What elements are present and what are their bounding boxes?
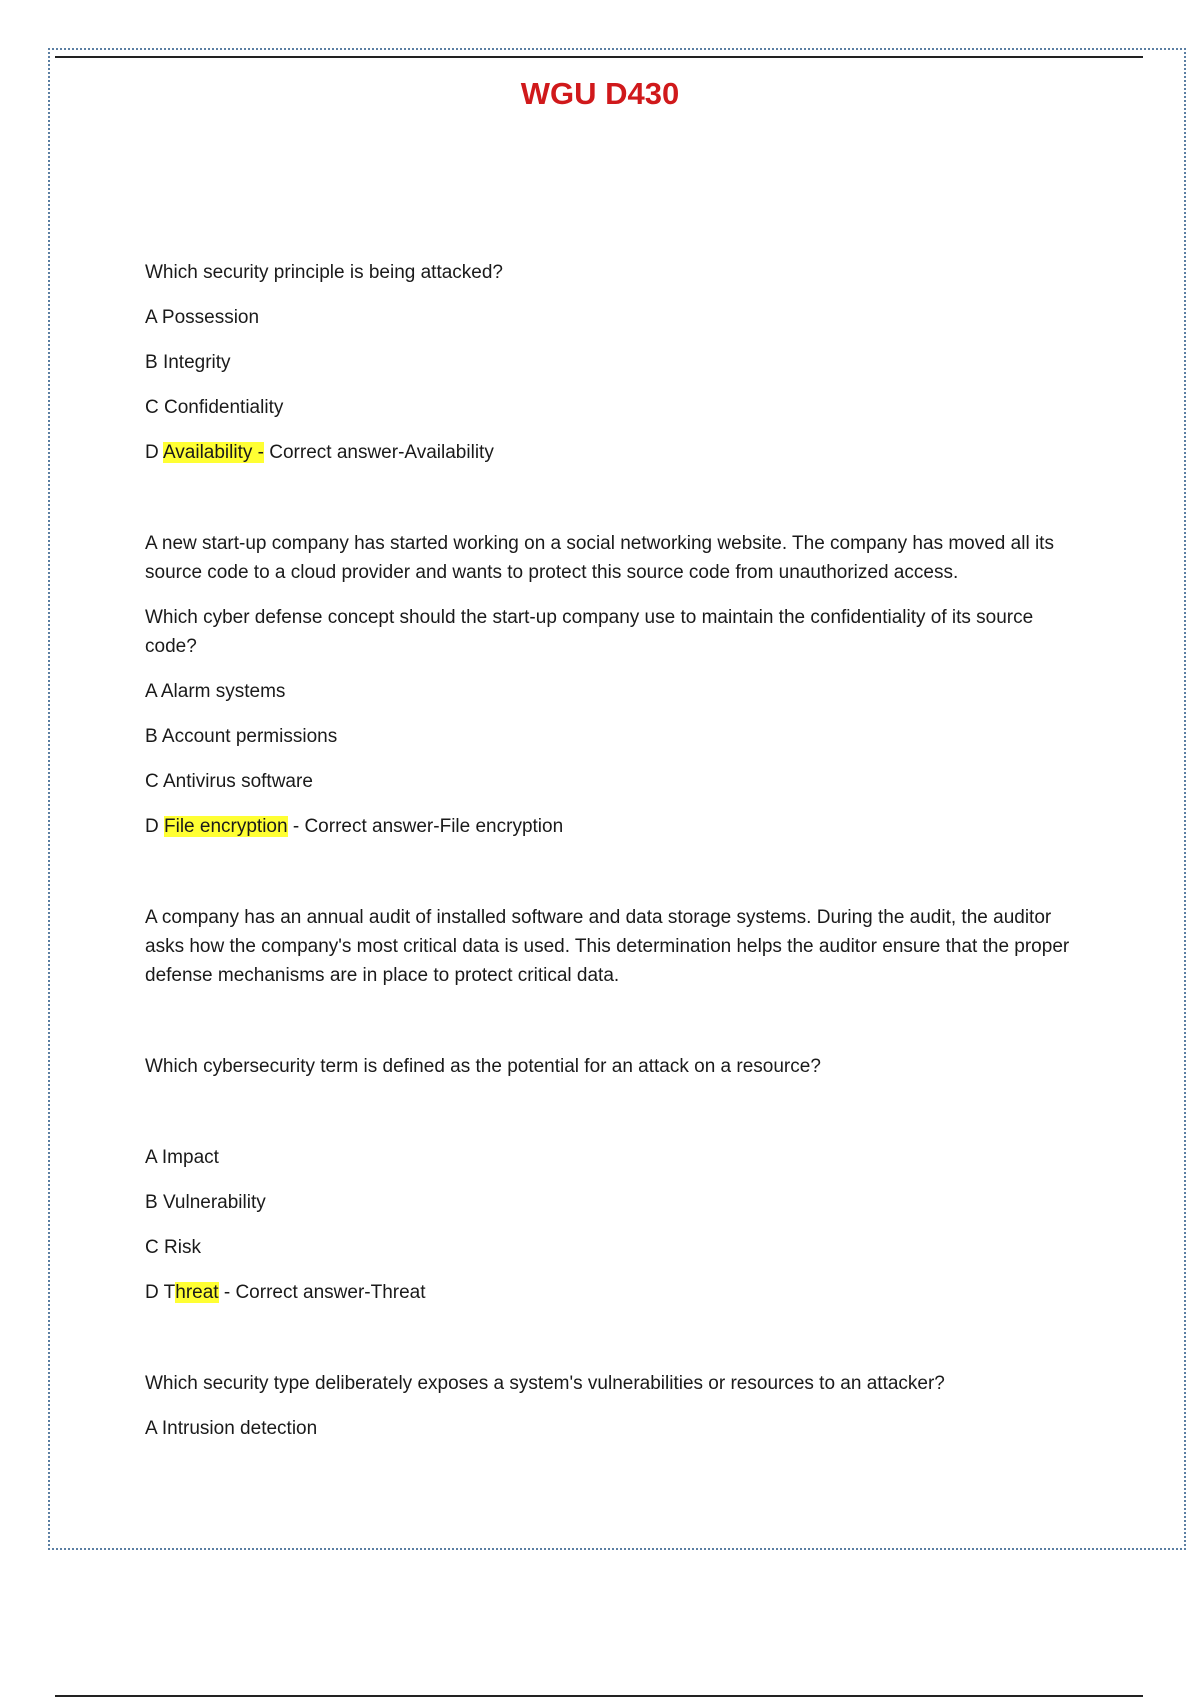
bottom-rule: [55, 1695, 1143, 1697]
correct-answer-note: Correct answer-Availability: [263, 442, 494, 463]
scenario-text: A new start-up company has started working on a social networking website. The company has moved all its source code to a cloud provider and wants to protect this source code from unauthorized access.: [145, 533, 1054, 583]
correct-answer-note: - Correct answer-File encryption: [287, 816, 564, 837]
answer-prefix: D: [145, 816, 164, 837]
question-text: Which security type deliberately exposes a system's vulnerabilities or resources to an attacker?: [145, 1373, 945, 1394]
spacer: [145, 857, 1075, 903]
option-a: A Impact: [145, 1147, 219, 1168]
spacer: [145, 1097, 1075, 1143]
question-4: [145, 1369, 1075, 1443]
scenario-text: A company has an annual audit of installed software and data storage systems. During the audit, the auditor asks how the company's most critical data is used. This determination helps the auditor ensure that the proper defense mechanisms are in place to protect critical data.: [145, 907, 1070, 986]
option-d-answer: [145, 438, 1075, 467]
question-text: Which security principle is being attacked?: [145, 262, 504, 283]
answer-prefix: D T: [145, 1282, 176, 1303]
question-1: [145, 258, 1075, 467]
option-a: A Alarm systems: [145, 681, 286, 702]
option-a: A Possession: [145, 307, 260, 328]
option-b: B Integrity: [145, 352, 231, 373]
option-c: C Confidentiality: [145, 397, 284, 418]
correct-answer-note: - Correct answer-Threat: [218, 1282, 426, 1303]
question-2: [145, 529, 1075, 841]
option-c: C Antivirus software: [145, 771, 313, 792]
question-text: Which cybersecurity term is defined as the potential for an attack on a resource?: [145, 1056, 821, 1077]
document-body: [145, 258, 1075, 1459]
spacer: [145, 483, 1075, 529]
option-d-answer: [145, 812, 1075, 841]
answer-prefix: D: [145, 442, 163, 463]
question-text: Which cyber defense concept should the start-up company use to maintain the confidentiality of its source code?: [145, 607, 1034, 657]
option-c: C Risk: [145, 1237, 201, 1258]
document-title: WGU D430: [520, 76, 680, 111]
option-a: A Intrusion detection: [145, 1418, 318, 1439]
question-3: [145, 903, 1075, 1307]
top-rule: [55, 56, 1143, 58]
option-d-answer: [145, 1278, 1075, 1307]
highlighted-answer: Availability -: [162, 442, 264, 463]
spacer: [145, 1323, 1075, 1369]
spacer: [145, 1006, 1075, 1052]
highlighted-answer: hreat: [175, 1282, 219, 1303]
option-b: B Account permissions: [145, 726, 338, 747]
highlighted-answer: File encryption: [164, 816, 288, 837]
option-b: B Vulnerability: [145, 1192, 266, 1213]
